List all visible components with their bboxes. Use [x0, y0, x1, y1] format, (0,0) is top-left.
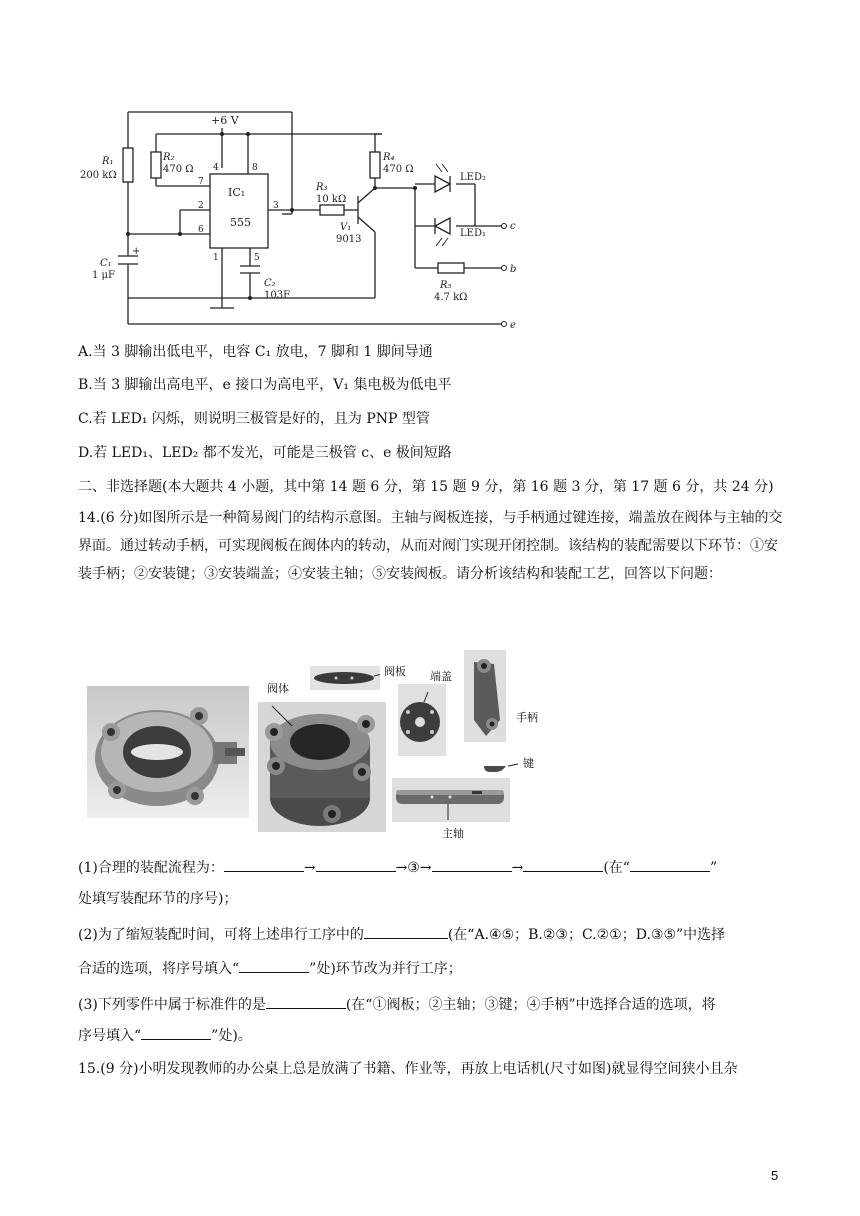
label-valve-body: 阀体 [267, 682, 289, 695]
label-end-cover: 端盖 [430, 670, 452, 683]
circuit-diagram [70, 108, 530, 338]
svg-text:+: + [132, 246, 141, 257]
svg-text:C₂: C₂ [264, 278, 276, 289]
svg-text:R₂: R₂ [163, 152, 175, 163]
svg-text:2: 2 [198, 201, 204, 211]
q14-sub3-line2: 序号填入“ ”处)。 [78, 1025, 252, 1046]
svg-text:1: 1 [213, 253, 219, 263]
svg-text:LED₂: LED₂ [460, 172, 486, 183]
svg-text:R₁: R₁ [102, 156, 114, 167]
label-handle: 手柄 [516, 711, 538, 724]
page-number: 5 [771, 1168, 779, 1183]
svg-text:IC₁: IC₁ [228, 186, 246, 199]
svg-text:8: 8 [252, 163, 258, 173]
svg-text:200 kΩ: 200 kΩ [80, 170, 117, 181]
svg-text:LED₁: LED₁ [460, 228, 486, 239]
svg-text:b: b [510, 264, 517, 275]
main-shaft-image [392, 778, 510, 822]
svg-text:e: e [510, 320, 516, 331]
answer-blank[interactable] [224, 857, 304, 872]
svg-text:470 Ω: 470 Ω [163, 164, 194, 175]
svg-text:9013: 9013 [336, 234, 362, 245]
svg-text:3: 3 [273, 201, 279, 211]
handle-image [464, 650, 506, 742]
svg-text:555: 555 [230, 216, 251, 229]
svg-text:R₄: R₄ [383, 152, 395, 163]
assembled-valve-image [87, 686, 249, 818]
svg-text:10 kΩ: 10 kΩ [316, 194, 347, 205]
svg-text:C₁: C₁ [100, 258, 112, 269]
q14-sub1-line1: (1)合理的装配流程为： → →③→ → (在“ ” [78, 857, 717, 878]
svg-text:470 Ω: 470 Ω [383, 164, 414, 175]
q14-sub2-line2: 合适的选项，将序号填入“ ”处)环节改为并行工序； [78, 958, 462, 979]
answer-blank[interactable] [316, 857, 396, 872]
svg-text:V₁: V₁ [340, 222, 352, 233]
answer-blank[interactable] [364, 924, 448, 939]
option-b: B.当 3 脚输出高电平，e 接口为高电平，V₁ 集电极为低电平 [78, 377, 452, 393]
answer-blank-sample [141, 1025, 211, 1040]
svg-text:6: 6 [198, 225, 204, 235]
label-key: 键 [523, 757, 534, 770]
answer-blank[interactable] [266, 994, 346, 1009]
valve-plate-image [310, 666, 380, 690]
svg-text:4: 4 [213, 163, 219, 173]
svg-text:7: 7 [198, 177, 204, 187]
svg-text:4.7 kΩ: 4.7 kΩ [434, 292, 468, 303]
q14-sub3-line1: (3)下列零件中属于标准件的是 (在“①阀板；②主轴；③键；④手柄”中选择合适的选项，将 [78, 994, 716, 1015]
section-heading: 二、非选择题(本大题共 4 小题，其中第 14 题 6 分，第 15 题 9 分，第 16 题 3 分，第 17 题 6 分，共 24 分) [78, 479, 774, 495]
question-15-stem: 15.(9 分)小明发现教师的办公桌上总是放满了书籍、作业等，再放上电话机(尺寸如图)就显得空间狭小且杂 [78, 1061, 738, 1077]
valve-body-image [258, 702, 386, 832]
option-c: C.若 LED₁ 闪烁，则说明三极管是好的，且为 PNP 型管 [78, 411, 430, 427]
label-main-shaft: 主轴 [442, 827, 464, 840]
svg-text:R₅: R₅ [440, 280, 452, 291]
answer-blank-sample [239, 958, 309, 973]
svg-text:5: 5 [254, 253, 260, 263]
end-cover-image [398, 684, 446, 756]
svg-text:c: c [510, 221, 516, 232]
option-d: D.若 LED₁、LED₂ 都不发光，可能是三极管 c、e 极间短路 [78, 445, 452, 461]
question-14-stem: 14.(6 分)如图所示是一种简易阀门的结构示意图。主轴与阀板连接，与手柄通过键连接，端盖放在阀体与主轴的交界面。通过转动手柄，可实现阀板在阀体内的转动，从而对阀门实现开闭控制。该结构的装配需要以下环节：①安装手柄；②安装键；③安装端盖；④安装主轴；⑤安装阀板。请分析该结构和装配工艺，回答以下问题： [78, 510, 783, 582]
label-valve-plate: 阀板 [384, 665, 406, 678]
vcc-label: +6 V [211, 114, 239, 127]
answer-blank[interactable] [432, 857, 512, 872]
svg-text:R₃: R₃ [316, 182, 328, 193]
answer-blank[interactable] [523, 857, 603, 872]
svg-text:103F: 103F [264, 290, 291, 301]
svg-text:1 μF: 1 μF [92, 270, 115, 281]
key-image [480, 760, 520, 776]
q14-sub1-line2: 处填写装配环节的序号)； [78, 891, 238, 907]
option-a: A.当 3 脚输出低电平，电容 C₁ 放电，7 脚和 1 脚间导通 [78, 344, 433, 360]
q14-sub2-line1: (2)为了缩短装配时间，可将上述串行工序中的 (在“A.④⑤；B.②③；C.②①；D.③⑤”中选择 [78, 924, 725, 945]
answer-blank-sample [630, 857, 710, 872]
